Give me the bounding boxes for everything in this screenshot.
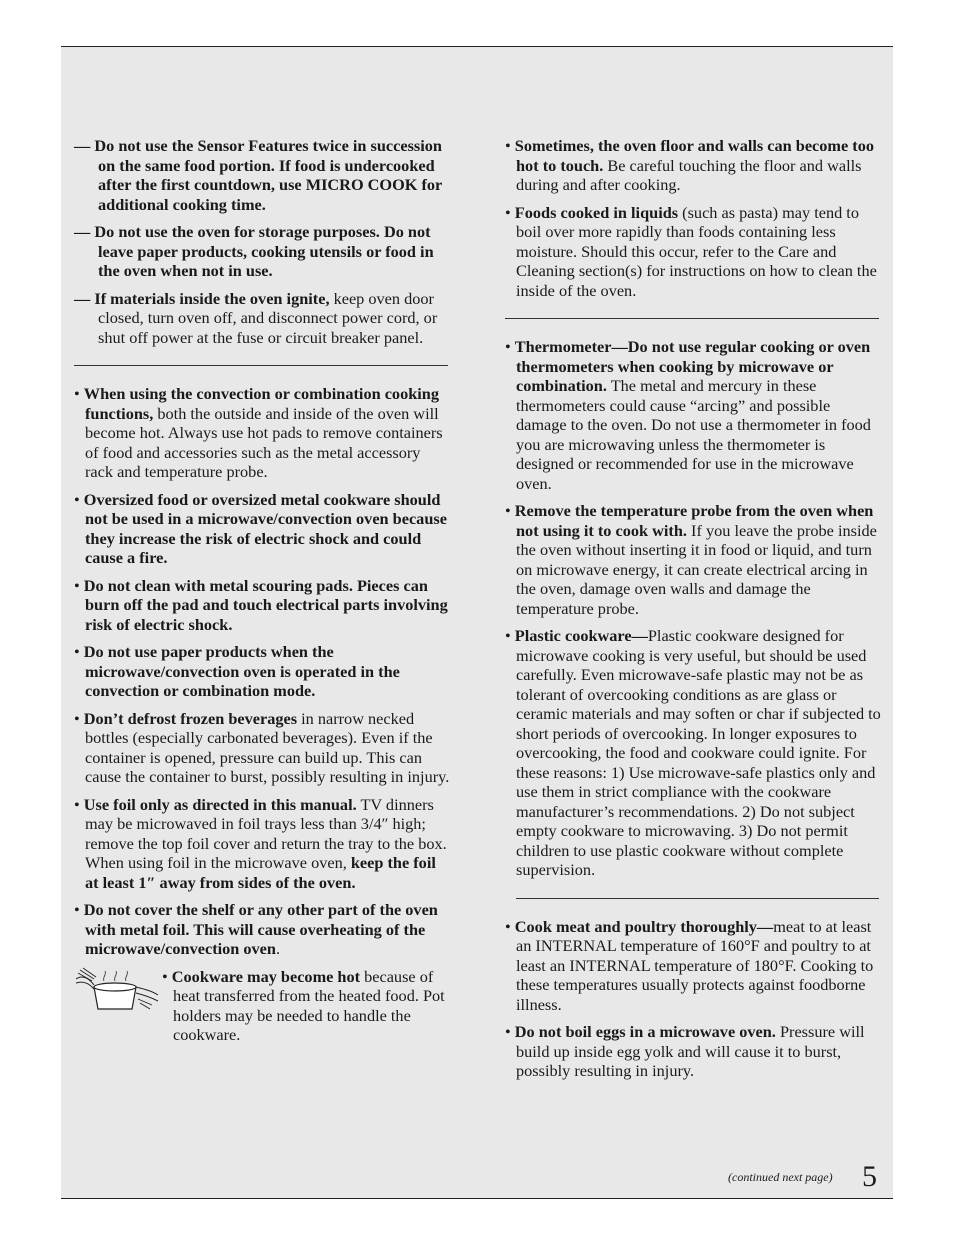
bullet-meat-poultry: • Cook meat and poultry thoroughly—meat to at least an INTERNAL temperature of 160°F and poultry to at least an INTERNAL temperature of 180°F. Cooking to these temperatures usually protects against foodborne illness. bbox=[505, 916, 874, 1014]
bullet-probe: • Remove the temperature probe from the oven when not using it to cook with. If you leave the probe inside the oven without inserting it in food or liquid, and turn on microwave energy, it can create electrical arcing in the oven, damage oven walls and damage the temperature probe. bbox=[505, 501, 877, 618]
section-divider bbox=[74, 365, 448, 366]
bullet-eggs: • Do not boil eggs in a microwave oven. Pressure will build up inside egg yolk and will cause it to burst, possibly resulting in injury. bbox=[505, 1022, 865, 1080]
left-column bbox=[74, 136, 452, 1053]
dash-item-storage: — Do not use the oven for storage purposes. Do not leave paper products, cooking utensils or food in the oven when not in use. bbox=[74, 222, 434, 280]
section-divider bbox=[516, 898, 879, 899]
hot-pot-with-hands-icon bbox=[74, 965, 160, 1013]
bullet-shelf: • Do not cover the shelf or any other part of the oven with metal foil. This will cause overheating of the microwave/convection oven. bbox=[74, 900, 438, 958]
bullet-foil: • Use foil only as directed in this manual. TV dinners may be microwaved in foil trays less than 3/4″ high; remove the top foil cover and return the tray to the box. When using foil in the microwave oven, keep the foil at least 1″ away from sides of the oven. bbox=[74, 794, 447, 892]
bullet-thermometer: • Thermometer—Do not use regular cooking or oven thermometers when cooking by microwave or combination. The metal and mercury in these thermometers could cause “arcing” and possible damage to the oven. Do not use a thermometer in food you are microwaving unless the thermometer is designed or recommended for use in the microwave oven. bbox=[505, 337, 871, 493]
bullet-scouring: • Do not clean with metal scouring pads. Pieces can burn off the pad and touch electrical parts involving risk of electric shock. bbox=[74, 575, 448, 634]
bullet-liquids: • Foods cooked in liquids (such as pasta) may tend to boil over more rapidly than foods containing less moisture. Should this occur, refer to the Care and Cleaning section(s) for instructions on how to clean the inside of the oven. bbox=[505, 202, 877, 300]
bullet-cookware-hot: • Cookware may become hot because of heat transferred from the heated food. Pot holders may be needed to handle the cookware. bbox=[162, 966, 445, 1044]
bullet-defrost: • Don’t defrost frozen beverages in narrow necked bottles (especially carbonated beverages). Even if the container is opened, pressure can build up. This can cause the container to burst, possibly resulting in injury. bbox=[74, 708, 450, 786]
dash-item-sensor: — Do not use the Sensor Features twice in succession on the same food portion. If food is undercooked after the first countdown, use MICRO COOK for additional cooking time. bbox=[74, 136, 442, 214]
bullet-plastic: • Plastic cookware—Plastic cookware designed for microwave cooking is very useful, but should be used carefully. Even microwave-safe plastic may not be as tolerant of overcooking conditions as are glass or ceramic materials and may soften or char if subjected to short periods of overcooking. In longer exposures to overcooking, the food and cookware could ignite. For these reasons: 1) Use microwave-safe plastics only and use them in strict compliance with the cookware manufacturer’s recommendations. 2) Do not subject empty cookware to microwaving. 3) Do not permit children to use plastic cookware without complete supervision. bbox=[505, 626, 881, 879]
section-divider bbox=[505, 318, 879, 319]
page-number: 5 bbox=[862, 1160, 877, 1193]
bullet-paper: • Do not use paper products when the microwave/convection oven is operated in the convection or combination mode. bbox=[74, 642, 400, 700]
cookware-note bbox=[74, 967, 452, 1045]
dash-item-ignite: — If materials inside the oven ignite, keep oven door closed, turn oven off, and disconnect power cord, or shut off power at the fuse or circuit breaker panel. bbox=[74, 288, 438, 347]
bullet-convection: • When using the convection or combination cooking functions, both the outside and inside of the oven will become hot. Always use hot pads to remove containers of food and accessories such as the metal accessory rack and temperature probe. bbox=[74, 384, 443, 481]
continued-note: (continued next page) bbox=[728, 1170, 833, 1184]
right-column bbox=[505, 136, 883, 1089]
bullet-floor-walls: • Sometimes, the oven floor and walls can become too hot to touch. Be careful touching the floor and walls during and after cooking. bbox=[505, 136, 874, 194]
bullet-oversized: • Oversized food or oversized metal cookware should not be used in a microwave/convection oven because they increase the risk of electric shock and could cause a fire. bbox=[74, 489, 447, 567]
